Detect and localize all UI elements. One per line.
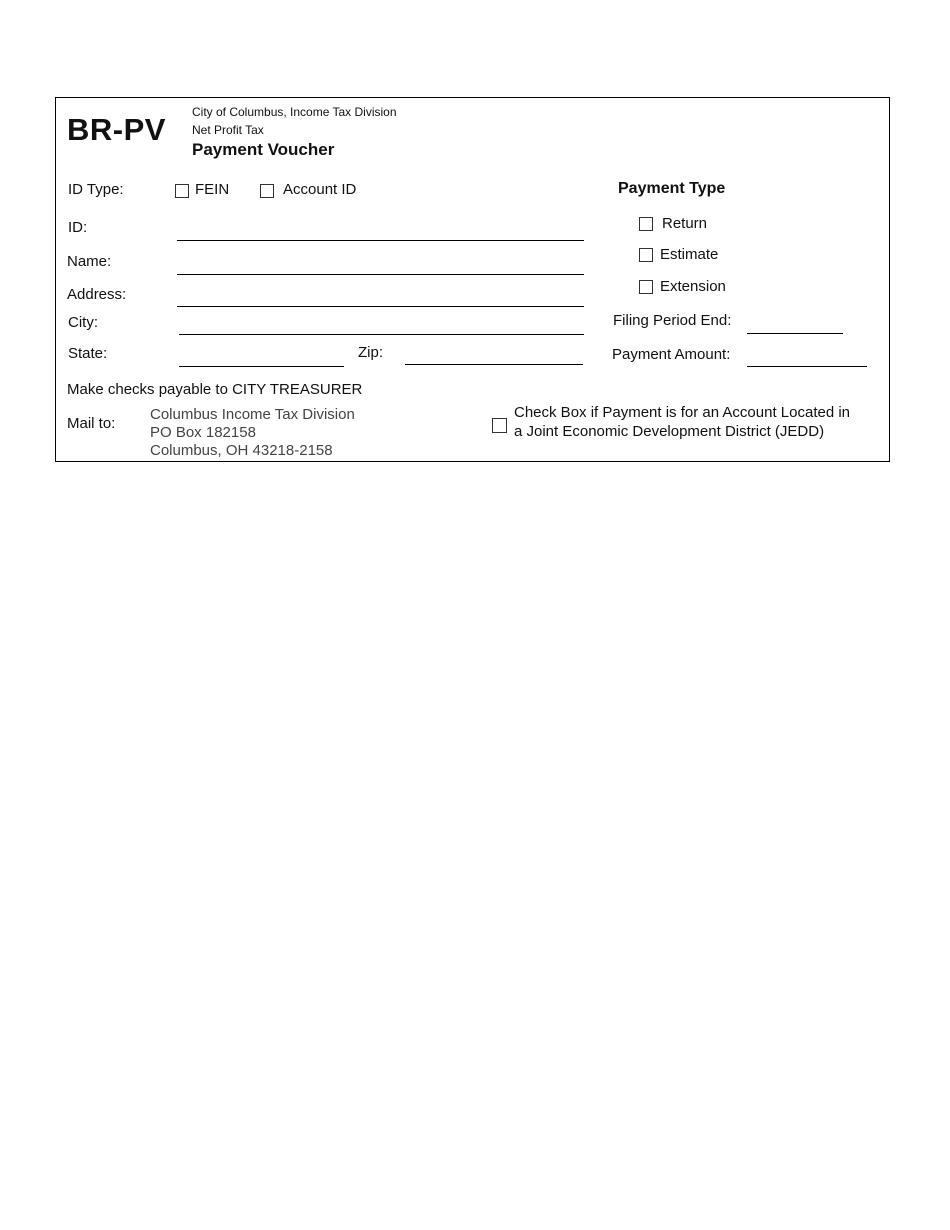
zip-label: Zip:	[358, 344, 384, 361]
zip-input-line[interactable]	[405, 364, 583, 365]
return-label: Return	[662, 215, 708, 232]
jedd-text-line-2: a Joint Economic Development District (JEDD)	[514, 423, 825, 440]
return-checkbox[interactable]	[639, 217, 653, 231]
id-label: ID:	[68, 219, 88, 236]
extension-checkbox[interactable]	[639, 280, 653, 294]
agency-name: City of Columbus, Income Tax Division	[192, 105, 397, 119]
city-input-line[interactable]	[179, 334, 584, 335]
name-label: Name:	[67, 253, 112, 270]
estimate-label: Estimate	[660, 246, 719, 263]
account-id-checkbox[interactable]	[260, 184, 274, 198]
id-input-line[interactable]	[177, 240, 584, 241]
mail-to-label: Mail to:	[67, 415, 116, 432]
mail-address-line-2: PO Box 182158	[150, 424, 256, 441]
fein-checkbox[interactable]	[175, 184, 189, 198]
id-type-label: ID Type:	[68, 181, 124, 198]
tax-type: Net Profit Tax	[192, 123, 264, 137]
payment-voucher-form	[55, 97, 890, 462]
mail-address-line-3: Columbus, OH 43218-2158	[150, 442, 333, 459]
payment-type-heading: Payment Type	[618, 180, 726, 197]
address-label: Address:	[67, 286, 127, 303]
filing-period-end-input-line[interactable]	[747, 333, 843, 334]
city-label: City:	[68, 314, 98, 331]
jedd-text-line-1: Check Box if Payment is for an Account Located in	[514, 404, 851, 421]
payment-amount-label: Payment Amount:	[612, 346, 731, 363]
voucher-title: Payment Voucher	[192, 140, 335, 159]
address-input-line[interactable]	[177, 306, 584, 307]
state-input-line[interactable]	[179, 366, 344, 367]
jedd-checkbox[interactable]	[492, 418, 507, 433]
filing-period-end-label: Filing Period End:	[613, 312, 732, 329]
state-label: State:	[68, 345, 108, 362]
checks-payable-text: Make checks payable to CITY TREASURER	[67, 381, 363, 398]
account-id-label: Account ID	[283, 181, 357, 198]
form-code: BR-PV	[67, 112, 166, 147]
fein-label: FEIN	[195, 181, 230, 198]
estimate-checkbox[interactable]	[639, 248, 653, 262]
mail-address-line-1: Columbus Income Tax Division	[150, 406, 355, 423]
name-input-line[interactable]	[177, 274, 584, 275]
payment-amount-input-line[interactable]	[747, 366, 867, 367]
extension-label: Extension	[660, 278, 726, 295]
